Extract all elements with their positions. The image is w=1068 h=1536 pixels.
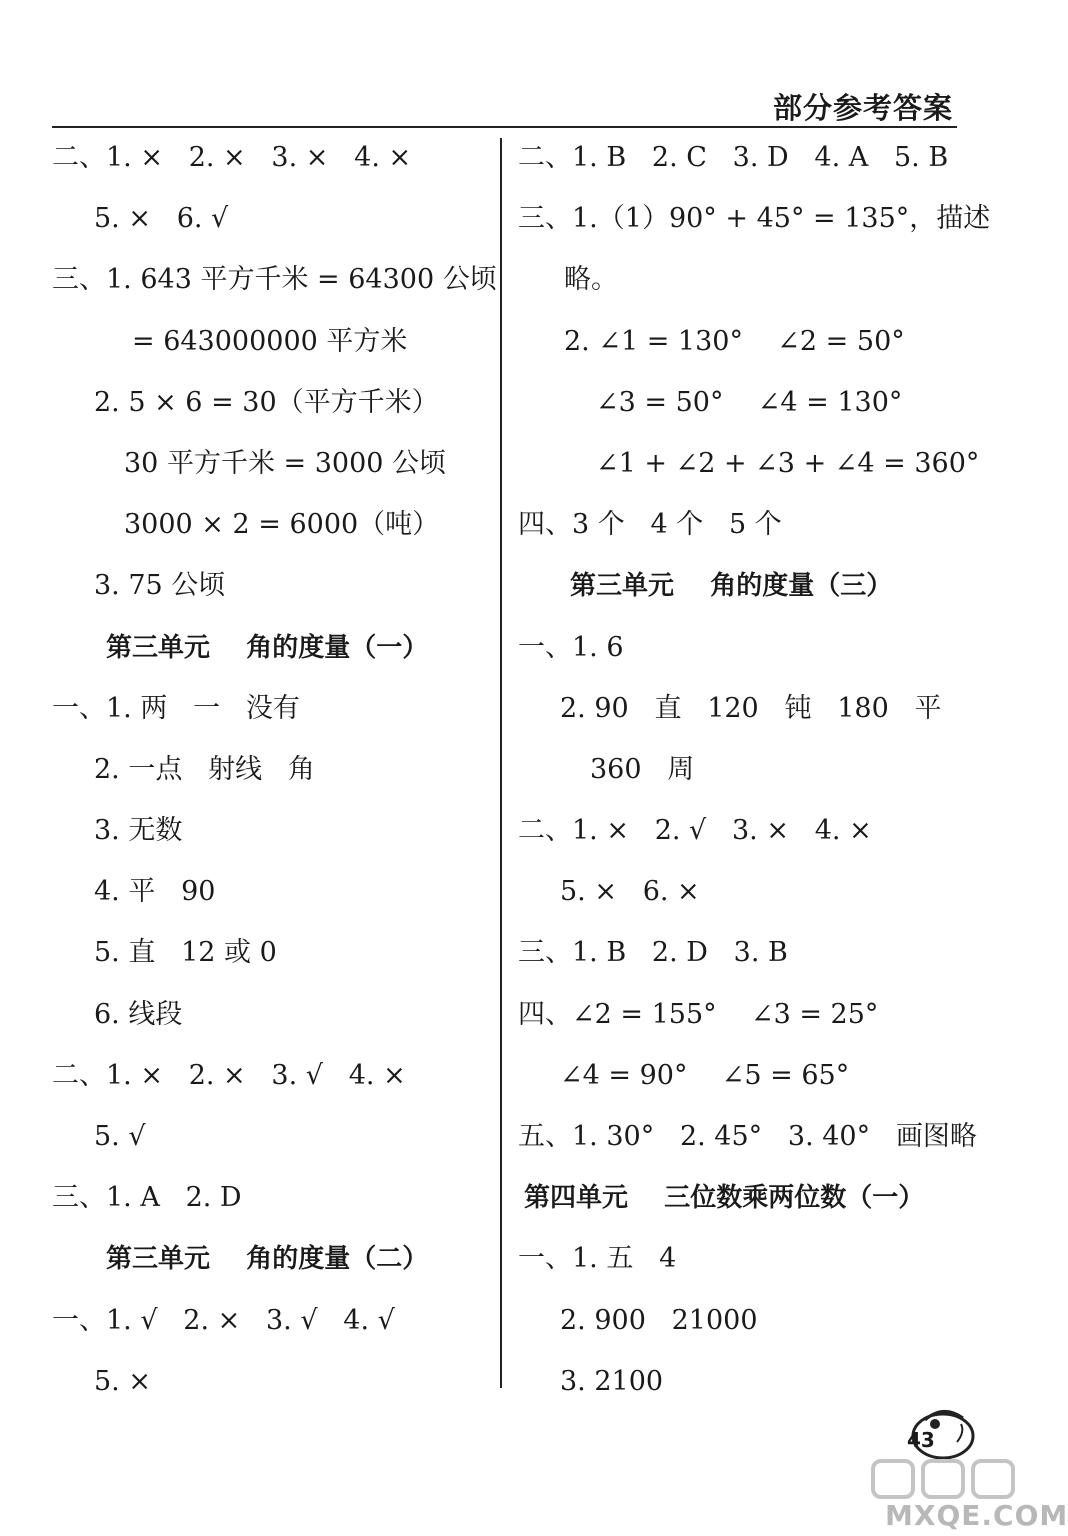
page-header — [52, 82, 957, 128]
answer-line: 5. √ — [94, 1121, 146, 1152]
section-heading: 第三单元 角的度量（三） — [570, 571, 893, 602]
section-heading: 第三单元 角的度量（二） — [106, 1244, 429, 1275]
answer-line: = 643000000 平方米 — [132, 325, 408, 357]
answer-line: ∠4 = 90° ∠5 = 65° — [560, 1059, 850, 1091]
answer-line: 5. × 6. √ — [94, 203, 229, 235]
watermark-text: MXQE.COM — [885, 1499, 1068, 1532]
answer-line: 2. 900 21000 — [560, 1304, 758, 1336]
answer-line: 2. ∠1 = 130° ∠2 = 50° — [564, 325, 905, 357]
answer-line: 5. × — [94, 1365, 151, 1397]
answer-line: 四、∠2 = 155° ∠3 = 25° — [518, 998, 879, 1030]
answer-line: 2. 5 × 6 = 30（平方千米） — [94, 386, 439, 418]
answer-line: 二、1. × 2. √ 3. × 4. × — [518, 815, 872, 847]
right-column — [518, 133, 991, 1418]
answer-line: 二、1. × 2. × 3. × 4. × — [52, 142, 412, 173]
answer-line: 3000 × 2 = 6000（吨） — [124, 509, 440, 541]
answer-line: 2. 90 直 120 钝 180 平 — [560, 692, 942, 724]
answer-line: 三、1. 643 平方千米 = 64300 公顷 — [52, 264, 497, 296]
answer-line: 二、1. × 2. × 3. √ 4. × — [52, 1059, 406, 1091]
answer-line: 一、1. 五 4 — [518, 1243, 677, 1275]
answer-line: 5. × 6. × — [560, 876, 700, 908]
page-number-badge — [905, 1402, 985, 1462]
answer-line: 4. 平 90 — [94, 876, 216, 908]
answer-line: 一、1. 6 — [518, 631, 624, 663]
answer-line: 三、1.（1）90° + 45° = 135°，描述 — [518, 203, 991, 235]
answer-line: 五、1. 30° 2. 45° 3. 40° 画图略 — [518, 1121, 977, 1152]
section-heading: 第三单元 角的度量（一） — [106, 632, 429, 663]
answer-line: 三、1. B 2. D 3. B — [518, 937, 788, 969]
answer-line: 四、3 个 4 个 5 个 — [518, 509, 782, 541]
answer-line: 3. 无数 — [94, 815, 183, 847]
answer-line: 3. 75 公顷 — [94, 570, 226, 602]
answer-line: 5. 直 12 或 0 — [94, 937, 277, 969]
answer-line: 略。 — [564, 264, 618, 296]
answer-line: 30 平方千米 = 3000 公顷 — [124, 447, 447, 479]
answer-line: ∠3 = 50° ∠4 = 130° — [596, 386, 903, 418]
page-title: 部分参考答案 — [772, 91, 953, 125]
answer-line: 三、1. A 2. D — [52, 1182, 242, 1214]
answer-line: ∠1 + ∠2 + ∠3 + ∠4 = 360° — [596, 447, 980, 479]
answer-line: 二、1. B 2. C 3. D 4. A 5. B — [518, 142, 949, 173]
answer-line: 一、1. 两 一 没有 — [52, 692, 300, 724]
column-divider — [500, 138, 502, 1388]
watermark — [865, 1455, 1068, 1532]
answer-line: 2. 一点 射线 角 — [94, 753, 315, 785]
watermark-logo-icon — [865, 1455, 1040, 1503]
left-column — [52, 133, 497, 1418]
section-heading: 第四单元 三位数乘两位数（一） — [524, 1183, 925, 1214]
answer-line: 6. 线段 — [94, 998, 183, 1030]
page-number: 43 — [907, 1428, 935, 1452]
answer-line: 3. 2100 — [560, 1365, 664, 1397]
answer-line: 一、1. √ 2. × 3. √ 4. √ — [52, 1304, 395, 1336]
answer-line: 360 周 — [590, 753, 695, 785]
